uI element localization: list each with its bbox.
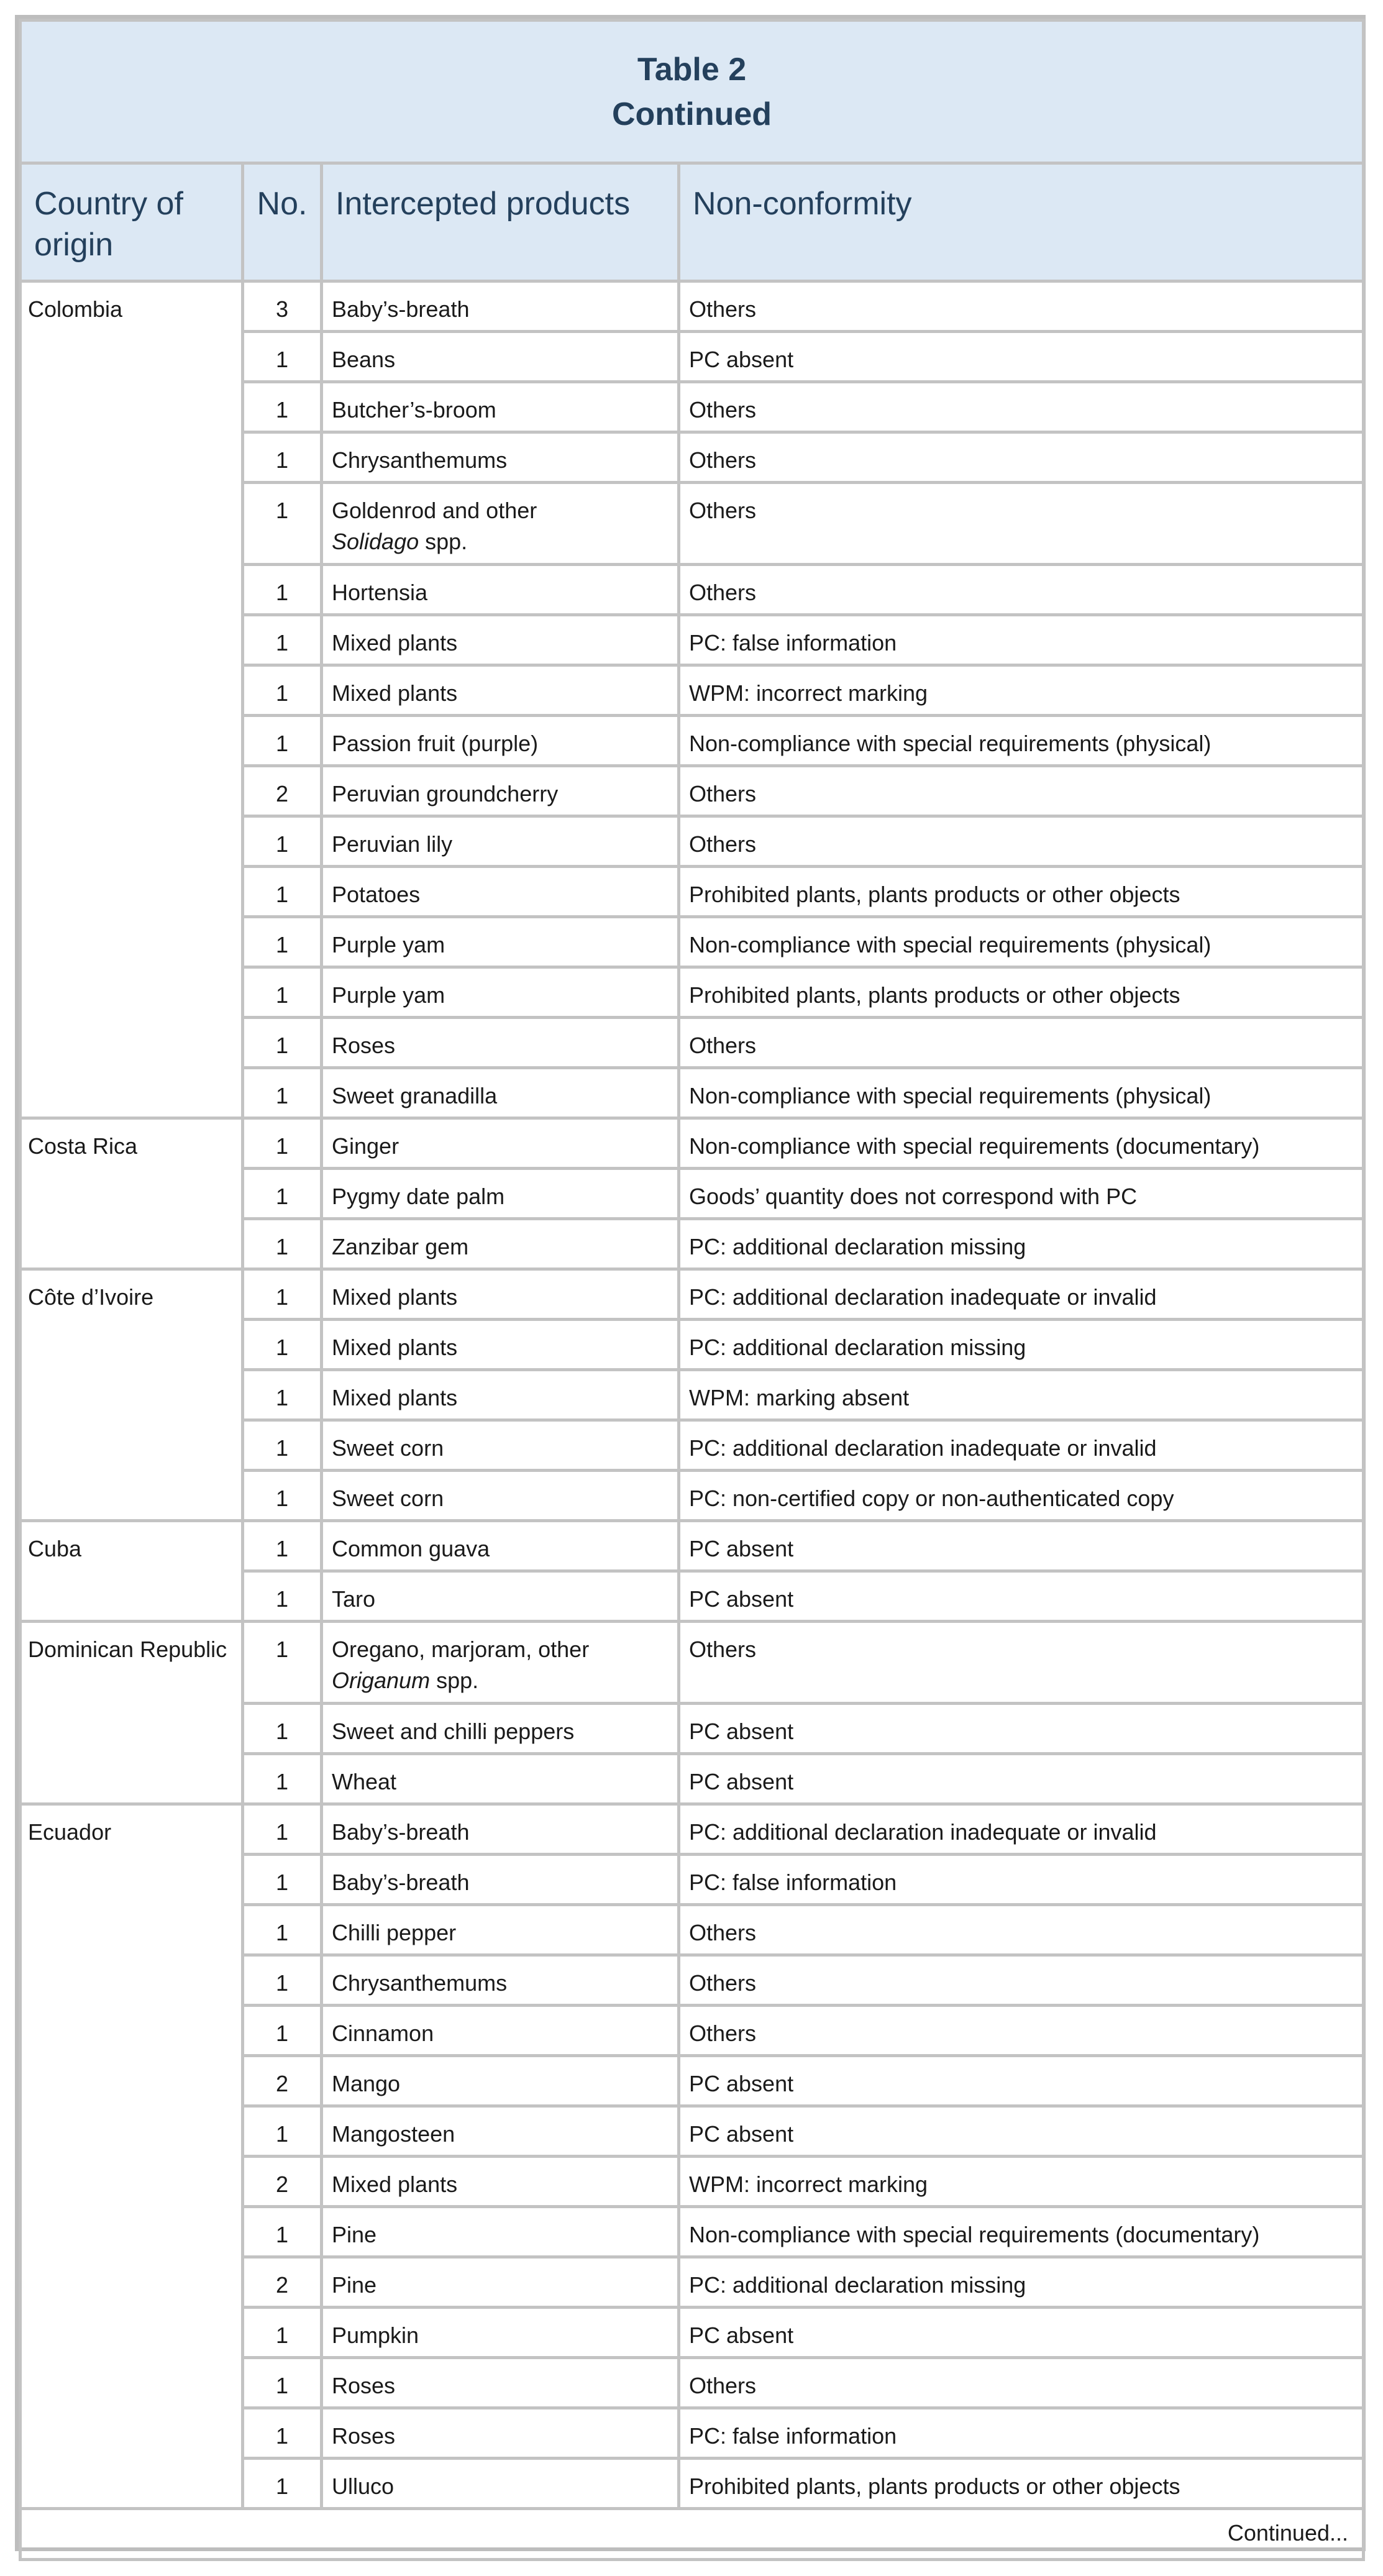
table-row bbox=[21, 1118, 1364, 1169]
nonconformity-cell: Others bbox=[679, 1622, 1364, 1704]
nonconformity-cell: WPM: incorrect marking bbox=[679, 2157, 1364, 2207]
nonconformity-cell: PC absent bbox=[679, 1521, 1364, 1571]
product-cell bbox=[322, 1269, 679, 1320]
product-cell bbox=[322, 332, 679, 382]
count-cell: 1 bbox=[243, 967, 322, 1018]
product-cell bbox=[322, 1754, 679, 1804]
count-cell: 1 bbox=[243, 1169, 322, 1219]
nonconformity-cell: WPM: marking absent bbox=[679, 1370, 1364, 1420]
header-products: Intercepted products bbox=[322, 163, 679, 281]
continued-note: Continued... bbox=[21, 2509, 1364, 2560]
header-no: No. bbox=[243, 163, 322, 281]
count-cell: 1 bbox=[243, 1704, 322, 1754]
product-name: Goldenrod and other bbox=[332, 498, 537, 523]
nonconformity-cell: PC: additional declaration inadequate or invalid bbox=[679, 1804, 1364, 1855]
product-name: Mango bbox=[332, 2071, 401, 2096]
nonconformity-cell: Others bbox=[679, 382, 1364, 432]
count-cell: 1 bbox=[243, 1219, 322, 1269]
nonconformity-cell: Others bbox=[679, 2358, 1364, 2408]
nonconformity-cell: PC absent bbox=[679, 2308, 1364, 2358]
product-cell bbox=[322, 1855, 679, 1905]
product-name: Pine bbox=[332, 2222, 377, 2247]
nonconformity-cell: PC absent bbox=[679, 1754, 1364, 1804]
product-cell bbox=[322, 2257, 679, 2308]
nonconformity-cell: Prohibited plants, plants products or other objects bbox=[679, 867, 1364, 917]
count-cell: 3 bbox=[243, 281, 322, 332]
product-name: Mangosteen bbox=[332, 2121, 455, 2147]
product-cell bbox=[322, 2157, 679, 2207]
nonconformity-cell: PC: false information bbox=[679, 615, 1364, 665]
nonconformity-cell: Non-compliance with special requirements (documentary) bbox=[679, 2207, 1364, 2257]
table-row bbox=[21, 1269, 1364, 1320]
nonconformity-cell: Others bbox=[679, 1955, 1364, 2006]
nonconformity-cell: PC absent bbox=[679, 2106, 1364, 2157]
count-cell: 1 bbox=[243, 867, 322, 917]
product-name: Pumpkin bbox=[332, 2323, 419, 2348]
product-genus-suffix: spp. bbox=[419, 529, 468, 554]
product-cell bbox=[322, 1622, 679, 1704]
nonconformity-cell: Non-compliance with special requirements (documentary) bbox=[679, 1118, 1364, 1169]
product-cell bbox=[322, 432, 679, 483]
product-cell bbox=[322, 615, 679, 665]
nonconformity-cell: Others bbox=[679, 1905, 1364, 1955]
product-cell bbox=[322, 1804, 679, 1855]
count-cell: 1 bbox=[243, 2006, 322, 2056]
product-name: Sweet and chilli peppers bbox=[332, 1719, 575, 1744]
count-cell: 1 bbox=[243, 2308, 322, 2358]
nonconformity-cell: PC absent bbox=[679, 332, 1364, 382]
nonconformity-cell: PC absent bbox=[679, 2056, 1364, 2106]
count-cell: 1 bbox=[243, 1269, 322, 1320]
header-nonconformity: Non-conformity bbox=[679, 163, 1364, 281]
product-cell bbox=[322, 967, 679, 1018]
country-cell: Ecuador bbox=[21, 1804, 243, 2509]
product-cell bbox=[322, 1420, 679, 1471]
product-name: Roses bbox=[332, 2423, 396, 2449]
product-name: Baby’s-breath bbox=[332, 1819, 470, 1845]
product-name: Purple yam bbox=[332, 932, 445, 957]
count-cell: 1 bbox=[243, 1804, 322, 1855]
country-cell: Dominican Republic bbox=[21, 1622, 243, 1804]
nonconformity-cell: Others bbox=[679, 766, 1364, 816]
product-name: Oregano, marjoram, other bbox=[332, 1637, 590, 1662]
product-cell bbox=[322, 766, 679, 816]
product-name: Mixed plants bbox=[332, 1335, 458, 1360]
product-cell bbox=[322, 1018, 679, 1068]
count-cell: 1 bbox=[243, 565, 322, 615]
product-name: Pygmy date palm bbox=[332, 1184, 505, 1209]
table-row bbox=[21, 1521, 1364, 1571]
count-cell: 1 bbox=[243, 1320, 322, 1370]
country-cell: Côte d’Ivoire bbox=[21, 1269, 243, 1521]
count-cell: 1 bbox=[243, 1571, 322, 1622]
country-cell: Colombia bbox=[21, 281, 243, 1118]
product-cell bbox=[322, 2308, 679, 2358]
product-cell bbox=[322, 1320, 679, 1370]
product-cell bbox=[322, 2459, 679, 2509]
product-cell bbox=[322, 2408, 679, 2459]
product-genus: Solidago bbox=[332, 529, 419, 554]
product-name: Butcher’s-broom bbox=[332, 397, 496, 422]
count-cell: 2 bbox=[243, 2257, 322, 2308]
product-cell bbox=[322, 867, 679, 917]
table-body bbox=[21, 281, 1364, 2509]
nonconformity-cell: PC: false information bbox=[679, 2408, 1364, 2459]
nonconformity-cell: Prohibited plants, plants products or other objects bbox=[679, 2459, 1364, 2509]
count-cell: 1 bbox=[243, 917, 322, 967]
product-cell bbox=[322, 1471, 679, 1521]
product-name: Common guava bbox=[332, 1536, 490, 1561]
product-cell bbox=[322, 1905, 679, 1955]
product-cell bbox=[322, 665, 679, 716]
count-cell: 2 bbox=[243, 2056, 322, 2106]
count-cell: 1 bbox=[243, 1622, 322, 1704]
product-name: Peruvian groundcherry bbox=[332, 781, 559, 806]
product-cell bbox=[322, 816, 679, 867]
nonconformity-cell: PC: non-certified copy or non-authenticated copy bbox=[679, 1471, 1364, 1521]
product-name: Ulluco bbox=[332, 2473, 395, 2499]
count-cell: 1 bbox=[243, 1420, 322, 1471]
table-title bbox=[21, 21, 1364, 163]
count-cell: 1 bbox=[243, 665, 322, 716]
count-cell: 1 bbox=[243, 1521, 322, 1571]
product-cell bbox=[322, 716, 679, 766]
nonconformity-cell: Prohibited plants, plants products or other objects bbox=[679, 967, 1364, 1018]
product-name: Mixed plants bbox=[332, 2172, 458, 2197]
nonconformity-cell: Non-compliance with special requirements (physical) bbox=[679, 917, 1364, 967]
product-name: Baby’s-breath bbox=[332, 1870, 470, 1895]
product-cell bbox=[322, 1219, 679, 1269]
count-cell: 1 bbox=[243, 1471, 322, 1521]
nonconformity-cell: PC absent bbox=[679, 1704, 1364, 1754]
count-cell: 1 bbox=[243, 816, 322, 867]
product-cell bbox=[322, 2207, 679, 2257]
count-cell: 1 bbox=[243, 382, 322, 432]
nonconformity-cell: Others bbox=[679, 483, 1364, 565]
product-name: Mixed plants bbox=[332, 680, 458, 706]
nonconformity-cell: PC: additional declaration missing bbox=[679, 1219, 1364, 1269]
product-cell bbox=[322, 382, 679, 432]
nonconformity-cell: PC absent bbox=[679, 1571, 1364, 1622]
nonconformity-cell: PC: additional declaration inadequate or invalid bbox=[679, 1420, 1364, 1471]
nonconformity-cell: WPM: incorrect marking bbox=[679, 665, 1364, 716]
table-row bbox=[21, 281, 1364, 332]
product-cell bbox=[322, 2106, 679, 2157]
product-cell bbox=[322, 1955, 679, 2006]
product-name: Mixed plants bbox=[332, 1284, 458, 1310]
count-cell: 1 bbox=[243, 1018, 322, 1068]
product-name: Purple yam bbox=[332, 982, 445, 1008]
product-cell bbox=[322, 565, 679, 615]
nonconformity-cell: PC: additional declaration inadequate or invalid bbox=[679, 1269, 1364, 1320]
nonconformity-cell: Non-compliance with special requirements (physical) bbox=[679, 1068, 1364, 1118]
nonconformity-cell: Others bbox=[679, 565, 1364, 615]
nonconformity-cell: Others bbox=[679, 432, 1364, 483]
product-name: Hortensia bbox=[332, 580, 428, 605]
product-name: Zanzibar gem bbox=[332, 1234, 469, 1259]
product-genus-suffix: spp. bbox=[430, 1668, 479, 1693]
nonconformity-cell: Others bbox=[679, 816, 1364, 867]
count-cell: 1 bbox=[243, 2459, 322, 2509]
count-cell: 1 bbox=[243, 716, 322, 766]
product-name: Baby’s-breath bbox=[332, 296, 470, 322]
product-cell bbox=[322, 917, 679, 967]
nonconformity-cell: PC: additional declaration missing bbox=[679, 2257, 1364, 2308]
table-row bbox=[21, 1622, 1364, 1704]
product-name: Roses bbox=[332, 2373, 396, 2398]
product-name: Cinnamon bbox=[332, 2021, 434, 2046]
product-cell bbox=[322, 1068, 679, 1118]
product-cell bbox=[322, 281, 679, 332]
product-genus: Origanum bbox=[332, 1668, 431, 1693]
count-cell: 1 bbox=[243, 1068, 322, 1118]
nonconformity-cell: Others bbox=[679, 1018, 1364, 1068]
product-cell bbox=[322, 2056, 679, 2106]
product-cell bbox=[322, 1118, 679, 1169]
product-name: Peruvian lily bbox=[332, 831, 453, 857]
product-name: Sweet granadilla bbox=[332, 1083, 498, 1108]
count-cell: 1 bbox=[243, 432, 322, 483]
count-cell: 1 bbox=[243, 1905, 322, 1955]
interceptions-table bbox=[19, 19, 1365, 2561]
product-name: Chilli pepper bbox=[332, 1920, 457, 1945]
product-cell bbox=[322, 1571, 679, 1622]
header-country: Country of origin bbox=[21, 163, 243, 281]
product-cell bbox=[322, 2006, 679, 2056]
nonconformity-cell: Goods’ quantity does not correspond with PC bbox=[679, 1169, 1364, 1219]
count-cell: 1 bbox=[243, 615, 322, 665]
product-name: Sweet corn bbox=[332, 1435, 444, 1461]
product-name: Wheat bbox=[332, 1769, 397, 1794]
product-cell bbox=[322, 1704, 679, 1754]
nonconformity-cell: Others bbox=[679, 2006, 1364, 2056]
table-title-number: Table 2 bbox=[637, 51, 747, 88]
count-cell: 1 bbox=[243, 2358, 322, 2408]
product-cell bbox=[322, 2358, 679, 2408]
product-name: Roses bbox=[332, 1033, 396, 1058]
count-cell: 1 bbox=[243, 483, 322, 565]
count-cell: 1 bbox=[243, 2106, 322, 2157]
table-frame bbox=[15, 15, 1366, 2551]
count-cell: 1 bbox=[243, 332, 322, 382]
product-name: Ginger bbox=[332, 1133, 399, 1159]
product-name: Chrysanthemums bbox=[332, 447, 508, 473]
count-cell: 1 bbox=[243, 2408, 322, 2459]
product-cell bbox=[322, 1521, 679, 1571]
product-cell bbox=[322, 483, 679, 565]
product-name: Beans bbox=[332, 347, 396, 372]
product-name: Pine bbox=[332, 2272, 377, 2298]
country-cell: Costa Rica bbox=[21, 1118, 243, 1269]
product-cell bbox=[322, 1370, 679, 1420]
table-title-subtitle: Continued bbox=[611, 96, 772, 132]
product-cell bbox=[322, 1169, 679, 1219]
count-cell: 2 bbox=[243, 2157, 322, 2207]
count-cell: 1 bbox=[243, 1118, 322, 1169]
product-name: Potatoes bbox=[332, 882, 421, 907]
product-name: Taro bbox=[332, 1586, 376, 1612]
nonconformity-cell: Non-compliance with special requirements (physical) bbox=[679, 716, 1364, 766]
count-cell: 1 bbox=[243, 1955, 322, 2006]
nonconformity-cell: PC: false information bbox=[679, 1855, 1364, 1905]
country-cell: Cuba bbox=[21, 1521, 243, 1622]
product-name: Mixed plants bbox=[332, 1385, 458, 1410]
count-cell: 1 bbox=[243, 2207, 322, 2257]
count-cell: 1 bbox=[243, 1370, 322, 1420]
product-name: Mixed plants bbox=[332, 630, 458, 655]
product-name: Sweet corn bbox=[332, 1486, 444, 1511]
count-cell: 2 bbox=[243, 766, 322, 816]
nonconformity-cell: Others bbox=[679, 281, 1364, 332]
count-cell: 1 bbox=[243, 1855, 322, 1905]
nonconformity-cell: PC: additional declaration missing bbox=[679, 1320, 1364, 1370]
product-name: Chrysanthemums bbox=[332, 1970, 508, 1996]
table-row bbox=[21, 1804, 1364, 1855]
product-name: Passion fruit (purple) bbox=[332, 731, 539, 756]
count-cell: 1 bbox=[243, 1754, 322, 1804]
